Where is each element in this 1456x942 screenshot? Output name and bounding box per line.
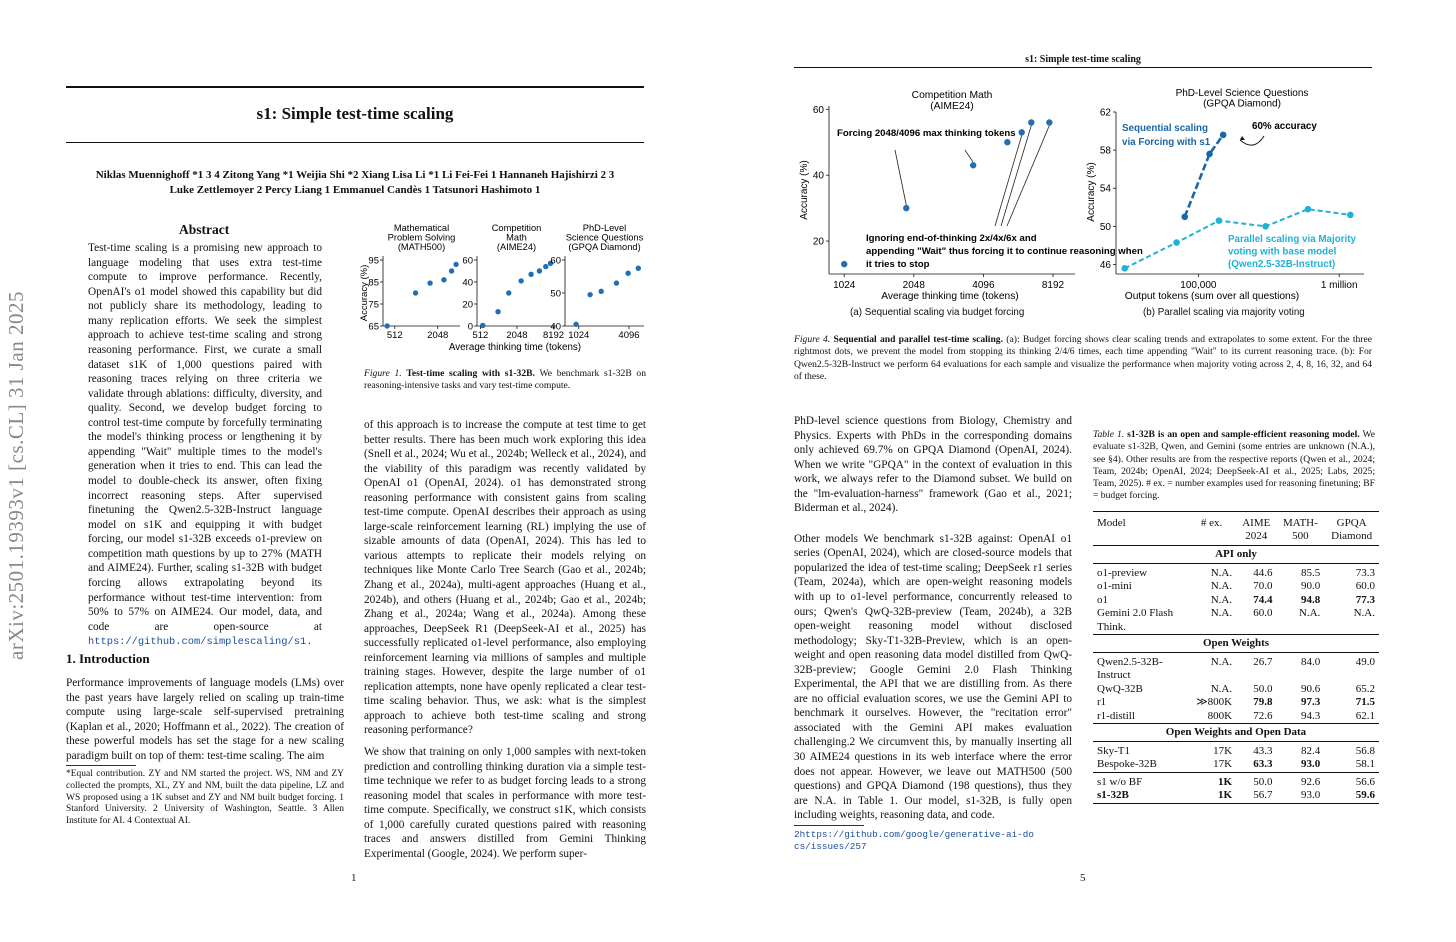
fig4b-series-label: Parallel scaling via Majority	[1228, 234, 1356, 245]
fig4b-y-tick-label: 62	[1099, 107, 1111, 119]
fig1-data-point	[528, 272, 533, 277]
abstract-block	[88, 241, 322, 650]
fig1-y-tick-label: 40	[462, 277, 473, 289]
fig4a-annotation-line	[1007, 125, 1049, 226]
fig4b-x-tick-label: 1 million	[1320, 280, 1358, 291]
table-cell: 1K	[1218, 775, 1233, 788]
right-footnote-rule	[794, 825, 864, 826]
fig4b-data-point	[1347, 212, 1354, 219]
table-section-title: API only	[1093, 546, 1379, 564]
fig4a-annotation-line	[995, 135, 1022, 226]
fig4a-annotation-2: Ignoring end-of-thinking 2x/4x/6x and	[866, 233, 1037, 244]
fig4a-subcaption: (a) Sequential scaling via budget forcing	[850, 307, 1025, 318]
table-cell: 97.3	[1301, 696, 1321, 708]
fig1-panel-title: Mathematical	[393, 223, 450, 233]
fig4a-data-point	[1046, 119, 1052, 125]
table-cell: N.A.	[1298, 607, 1321, 619]
table-cell: 79.8	[1253, 696, 1273, 708]
table-cell: 56.6	[1355, 775, 1375, 788]
fig4a-x-tick-label: 2048	[902, 280, 925, 291]
table-cell: 49.0	[1355, 655, 1375, 668]
fig4b-data-point	[1206, 151, 1213, 158]
table-header-row	[1093, 512, 1379, 546]
fig4b-data-point	[1305, 206, 1312, 213]
table-row	[1093, 710, 1379, 724]
fig1-x-tick-label: 8192	[542, 330, 565, 341]
fig4b-data-point	[1173, 239, 1180, 246]
fig1-y-tick-label: 50	[550, 288, 561, 300]
table-header-cell: AIME 2024	[1242, 517, 1271, 542]
right-col1-paragraph-1: PhD-level science questions from Biology, Chemistry and Physics. Experts with PhDs in the corresponding domains only achieved 69.7% on GPQA Diamond (OpenAI, 2024). When we write "GPQA" in the context of evaluation in this work, we always refer to the Diamond subset. We build on the "lm-evaluation-harness" framework (Gao et al., 2021; Biderman et al., 2024).	[794, 415, 1072, 515]
table-row	[1093, 789, 1379, 803]
table-cell: 60.0	[1253, 607, 1273, 619]
fig4b-data-point	[1262, 223, 1269, 230]
fig1-data-point	[506, 290, 511, 295]
abstract-text: Test-time scaling is a promising new approach to language modeling that uses extra test-time compute to improve performance. Recently, OpenAI's o1 model showed this capability but did not publicly share its methodology, leading to many replication efforts. We seek the simplest approach to achieve test-time scaling and strong reasoning performance. First, we curate a small dataset s1K of 1,000 questions paired with reasoning traces relying on three criteria we validate through ablations: difficulty, diversity, and quality. Second, we develop budget forcing to control test-time compute by forcefully terminating the model's thinking process or lengthening it by appending "Wait" multiple times to the model's generation when it tries to end. This can lead the model to double-check its answer, often fixing incorrect reasoning steps. After supervised finetuning the Qwen2.5-32B-Instruct language model on s1K and equipping it with budget forcing, our model s1-32B exceeds o1-preview on competition math questions by up to 27% (MATH and AIME24). Further, scaling s1-32B with budget forcing allows extrapolating beyond its performance without test-time intervention: from 50% to 57% on AIME24. Our model, data, and code are open-source at	[88, 242, 322, 633]
fig4b-title: PhD-Level Science Questions	[1175, 88, 1309, 99]
fig4b-y-tick-label: 54	[1099, 183, 1111, 195]
table-cell: 17K	[1213, 744, 1233, 757]
fig1-y-tick-label: 95	[368, 255, 379, 267]
fig1-data-point	[573, 322, 578, 327]
col2-block	[364, 418, 646, 861]
fig1-data-point	[587, 292, 592, 297]
paper-title: s1: Simple test-time scaling	[256, 104, 454, 123]
fig1-y-tick-label: 60	[550, 255, 561, 267]
figure-4-caption	[794, 334, 1372, 383]
fig4a-y-tick-label: 20	[812, 236, 824, 248]
intro-heading: 1. Introduction	[66, 651, 150, 666]
fig1-data-point	[537, 268, 542, 273]
fig1-panel-title: (AIME24)	[496, 242, 537, 252]
fig4a-data-point	[1004, 139, 1010, 145]
fig1-data-point	[441, 277, 446, 282]
fig4a-title: (AIME24)	[930, 101, 974, 112]
fig4b-series-label: voting with base model	[1228, 246, 1337, 258]
fig4a-annotation-line	[965, 150, 973, 162]
intro-block	[66, 676, 344, 763]
table-cell: 62.1	[1355, 709, 1375, 722]
fig4a-annotation-2: it tries to stop	[866, 259, 930, 270]
abstract-link[interactable]: https://github.com/simplescaling/s1.	[88, 636, 313, 649]
fig4a-title: Competition Math	[911, 90, 993, 101]
table-cell: 82.4	[1301, 744, 1321, 757]
fig4a-y-axis-label: Accuracy (%)	[799, 160, 810, 220]
table-row	[1093, 652, 1379, 683]
table-header-cell: Model	[1097, 517, 1126, 529]
fig1-panel-title: (MATH500)	[397, 242, 446, 252]
title-rule-top	[66, 86, 644, 88]
fig4a-y-tick-label: 60	[812, 104, 824, 116]
table1-caption-bold: s1-32B is an open and sample-efficient reasoning model.	[1127, 429, 1360, 440]
table-section-title: Open Weights and Open Data	[1093, 724, 1379, 742]
table-cell: 93.0	[1301, 789, 1321, 801]
footnote-text: *Equal contribution. ZY and NM started the project. WS, NM and ZY collected the prompts, XL, ZY and NM, built the data pipeline, LZ and WS proposed using a 1K subset and ZY and NM built budget forcing. 1 Stanford University. 2 University of Washington, Seattle. 3 Allen Institute for AI. 4 Contextual AI.	[66, 769, 344, 827]
intro-text: Performance improvements of language models (LMs) over the past years have largely relied on scaling up train-time compute using large-scale self-supervised pretraining (Kaplan et al., 2020; Hoffmann et al., 2022). The creation of these powerful models has set the stage for a new scaling paradigm built on top of them: test-time scaling. The aim	[66, 677, 344, 762]
fig4a-annotation-1: Forcing 2048/4096 max thinking tokens	[837, 128, 1016, 139]
table-cell: o1-mini	[1097, 580, 1132, 592]
table-cell: 94.3	[1301, 709, 1321, 722]
table-cell: 94.8	[1301, 593, 1321, 606]
fig1-panel-title: PhD-Level	[582, 223, 627, 233]
fig4b-annotation-arrowhead	[1240, 136, 1245, 140]
fig1-x-axis-label: Average thinking time (tokens)	[448, 342, 582, 353]
fig4a-data-point	[1028, 119, 1034, 125]
table-cell: N.A.	[1210, 655, 1233, 668]
table-row	[1093, 594, 1379, 608]
abstract-heading: Abstract	[179, 222, 230, 237]
fig1-data-point	[480, 323, 485, 328]
fig1-data-point	[598, 289, 603, 294]
fig1-x-tick-label: 4096	[618, 330, 640, 341]
table-cell: 84.0	[1301, 655, 1321, 668]
table-cell: 92.6	[1301, 775, 1321, 788]
fig4a-x-axis-label: Average thinking time (tokens)	[881, 291, 1019, 302]
fig1-y-tick-label: 65	[368, 321, 379, 333]
table1-caption-rest: We evaluate s1-32B, Qwen, and Gemini (some entries are unknown (N.A.), see §4). Other results are from the respective reports (Qwen et al., 2024; Team, 2024b; OpenAI, 2024; DeepSeek-AI et al., 2025; Labs, 2025; Team, 2025). # ex. = number examples used for reasoning finetuning; BF = budget forcing.	[1093, 429, 1375, 502]
fig1-x-tick-label: 512	[386, 330, 403, 341]
fig1-y-tick-label: 40	[550, 321, 561, 333]
table-cell: ≫800K	[1196, 696, 1233, 708]
fig4b-data-point	[1216, 217, 1223, 224]
authors-line-1: Niklas Muennighoff *1 3 4 Zitong Yang *1 Weijia Shi *2 Xiang Lisa Li *1 Li Fei-Fei 1 Hannaneh Hajishirzi 2 3	[95, 169, 615, 181]
right-col1-block	[794, 414, 1072, 823]
figure-1-caption	[364, 368, 646, 393]
fig4a-data-point	[1019, 129, 1025, 135]
table-cell: Qwen2.5-32B-Instruct	[1097, 655, 1163, 681]
table-cell: 77.3	[1355, 593, 1375, 606]
fig1-data-point	[427, 280, 432, 285]
table-cell: 17K	[1213, 758, 1233, 770]
table-cell: o1-preview	[1097, 566, 1148, 579]
fig1-data-point	[384, 323, 389, 328]
table1-caption-label: Table 1.	[1093, 429, 1125, 440]
table-cell: 65.2	[1355, 682, 1375, 695]
fig1-y-axis-label: Accuracy (%)	[359, 264, 370, 322]
table-cell: N.A.	[1210, 682, 1233, 695]
col2-paragraph-1: of this approach is to increase the compute at test time to get better results. There has been much work exploring this idea (Snell et al., 2024; Wu et al., 2024b; Welleck et al., 2024), and the viability of this paradigm was recently validated by OpenAI o1 (OpenAI, 2024). o1 has demonstrated strong reasoning performance with consistent gains from scaling test-time compute. OpenAI describes their approach as using large-scale reinforcement learning (RL) implying the use of sizable amounts of data (OpenAI, 2024). This has led to various attempts to replicate their models relying on techniques like Monte Carlo Tree Search (Gao et al., 2024b; Zhang et al., 2024a), multi-agent approaches (Huang et al., 2024b), and others (Huang et al., 2024b; Gao et al., 2024b; Zhang et al., 2024a; Wang et al., 2024a). Among these approaches, DeepSeek R1 (DeepSeek-AI et al., 2025) has successfully replicated o1-level performance, also employing reinforcement learning via millions of samples and multiple training stages. However, despite the large number of o1 replication attempts, none have openly replicated a clear test-time scaling behavior. Thus, we ask: what is the simplest approach to achieve both test-time scaling and strong reasoning performance?	[364, 419, 646, 737]
table-cell: QwQ-32B	[1097, 682, 1143, 695]
table-cell: 56.7	[1253, 789, 1273, 801]
table-cell: 26.7	[1253, 655, 1273, 668]
fig1-data-point	[625, 271, 630, 276]
table-row	[1093, 563, 1379, 580]
fig4b-annotation-arrow	[1240, 136, 1264, 145]
fig1-x-tick-label: 2048	[427, 330, 449, 341]
table-cell: N.A.	[1353, 607, 1375, 619]
fig1-data-point	[636, 266, 641, 271]
fig1-x-tick-label: 2048	[506, 330, 528, 341]
fig1-data-point	[614, 280, 619, 285]
fig1-panel-title: Competition	[491, 223, 542, 233]
fig4a-x-tick-label: 8192	[1041, 280, 1065, 291]
table-row	[1093, 683, 1379, 697]
table-cell: 50.0	[1253, 775, 1273, 788]
fig4b-x-axis-label: Output tokens (sum over all questions)	[1124, 291, 1300, 302]
table-row	[1093, 696, 1379, 710]
page-number-left: 1	[351, 872, 357, 884]
table-header-cell: MATH- 500	[1282, 517, 1318, 542]
fig1-y-tick-label: 20	[462, 299, 473, 311]
fig1-data-point	[449, 268, 454, 273]
fig1-panel-title: Math	[506, 232, 527, 243]
table-cell: 73.3	[1355, 566, 1375, 579]
col2-paragraph-2: We show that training on only 1,000 samples with next-token prediction and controlling thinking duration via a simple test-time technique we refer to as budget forcing leads to a strong reasoning model that scales in performance with more test-time compute. Specifically, we construct s1K, which consists of 1,000 carefully curated questions paired with reasoning traces and answers distilled from Gemini Thinking Experimental (Google, 2024). We perform super-	[364, 746, 646, 860]
author-list	[60, 168, 650, 198]
fig4b-series-label: (Qwen2.5-32B-Instruct)	[1228, 259, 1336, 270]
table-cell: 71.5	[1355, 696, 1375, 708]
arxiv-stamp: arXiv:2501.19393v1 [cs.CL] 31 Jan 2025	[4, 291, 28, 660]
table-1	[1093, 511, 1379, 804]
fig4a-x-tick-label: 1024	[833, 280, 856, 291]
table-cell: 43.3	[1253, 744, 1273, 757]
fig4b-y-tick-label: 58	[1099, 145, 1111, 157]
fig1-data-point	[543, 264, 548, 269]
table-cell: 90.0	[1301, 580, 1321, 592]
table-cell: 85.5	[1301, 566, 1321, 579]
fig4b-y-tick-label: 46	[1099, 259, 1111, 271]
table-cell: 800K	[1207, 709, 1233, 722]
fig4a-data-point	[841, 261, 847, 267]
table-cell: N.A.	[1210, 566, 1233, 579]
table-cell: Sky-T1	[1097, 744, 1130, 757]
table-cell: 63.3	[1253, 758, 1273, 770]
table-cell: 1K	[1218, 789, 1233, 801]
fig4b-title: (GPQA Diamond)	[1203, 98, 1281, 110]
fig4b-series-label: via Forcing with s1	[1122, 137, 1211, 148]
fig4b-annotation: 60% accuracy	[1252, 121, 1317, 132]
fig4-caption-rest: (a): Budget forcing shows clear scaling trends and extrapolates to some extent. For the three rightmost dots, we prevent the model from stopping its thinking 2/4/6 times, each time appending "Wait" to its current reasoning trace. (b): For Qwen2.5-32B-Instruct we perform 64 evaluations for each sample and visualize the performance when majority voting across 2, 4, 8, 16, 32, and 64 of these.	[794, 334, 1372, 382]
footnote-rule	[66, 765, 136, 766]
header-rule	[794, 67, 1372, 68]
fig1-y-tick-label: 0	[467, 321, 473, 333]
title-rule-bottom	[66, 142, 644, 143]
figure-1	[360, 218, 650, 356]
fig1-panel-title: Science Questions	[565, 232, 644, 243]
fig4a-annotation-2: appending "Wait" thus forcing it to continue reasoning when	[866, 246, 1143, 257]
fig4b-y-tick-label: 50	[1099, 221, 1111, 233]
fig1-panel-title: Problem Solving	[387, 232, 456, 243]
right-footnote[interactable]: 2https://github.com/google/generative-ai-docs/issues/257	[794, 829, 1034, 852]
fig1-caption-label: Figure 1.	[364, 368, 402, 379]
table-cell: 90.6	[1301, 682, 1321, 695]
footnote-block	[66, 769, 344, 828]
fig1-y-tick-label: 60	[462, 255, 473, 267]
fig4a-data-point	[903, 205, 909, 211]
table-cell: N.A.	[1210, 607, 1233, 619]
fig4b-series-label: Sequential scaling	[1122, 123, 1209, 134]
table-row	[1093, 776, 1379, 790]
fig1-x-tick-label: 512	[472, 330, 489, 341]
fig1-panel-title: (GPQA Diamond)	[568, 242, 641, 252]
table-row	[1093, 758, 1379, 772]
fig1-caption-bold: Test-time scaling with s1-32B.	[406, 368, 535, 379]
fig4-caption-bold: Sequential and parallel test-time scaling.	[833, 334, 1004, 345]
fig4b-x-tick-label: 100,000	[1180, 280, 1217, 291]
table-cell: N.A.	[1210, 580, 1233, 592]
table-cell: 50.0	[1253, 682, 1273, 695]
table-cell: N.A.	[1210, 593, 1233, 606]
table-cell: 58.1	[1355, 758, 1375, 770]
fig1-data-point	[453, 262, 458, 267]
right-col1-paragraph-2: Other models We benchmark s1-32B against: OpenAI o1 series (OpenAI, 2024), which are closed-source models that popularized the idea of test-time scaling; DeepSeek r1 series (Team, 2024a), which are open-weight reasoning models with up to o1-level performance, concurrently released to ours; Qwen's QwQ-32B-preview (Team, 2024b), a 32B open-weight reasoning model without disclosed methodology; Sky-T1-32B-Preview, which is an open-weight and open reasoning data model distilled from QwQ-32B-preview; Google Gemini 2.0 Flash Thinking Experimental, the API that we are distilling from. As there are no official evaluation scores, we use the Gemini API to benchmark it ourselves. However, the "recitation error" associated with the Gemini API makes evaluation challenging.2 We circumvent this, by manually inserting all 30 AIME24 questions in its web interface where the error does not appear. However, we leave out MATH500 (500 questions) and GPQA Diamond (198 questions), thus they are N.A. in Table 1. Our model, s1-32B, is fully open including weights, reasoning data, and code.	[794, 532, 1072, 822]
table-cell: 56.8	[1355, 744, 1375, 757]
table-cell: s1-32B	[1097, 789, 1129, 801]
table-cell: o1	[1097, 593, 1108, 606]
fig1-x-tick-label: 1024	[568, 330, 590, 341]
table-header-cell: GPQA Diamond	[1331, 517, 1373, 542]
fig1-data-point	[495, 309, 500, 314]
table-cell: 59.6	[1355, 789, 1375, 801]
running-header: s1: Simple test-time scaling	[1025, 54, 1141, 65]
fig1-data-point	[413, 290, 418, 295]
table-header-cell: # ex.	[1200, 517, 1223, 529]
fig4b-y-axis-label: Accuracy (%)	[1086, 162, 1097, 222]
table-section-title: Open Weights	[1093, 635, 1379, 653]
table-cell: 44.6	[1253, 566, 1273, 579]
fig4b-data-point	[1181, 214, 1188, 221]
fig4-caption-label: Figure 4.	[794, 334, 831, 345]
table-cell: 74.4	[1253, 593, 1273, 606]
authors-line-2: Luke Zettlemoyer 2 Percy Liang 1 Emmanuel Candès 1 Tatsunori Hashimoto 1	[169, 184, 541, 196]
fig1-y-tick-label: 75	[368, 299, 379, 311]
fig1-caption-rest: We benchmark s1-32B on reasoning-intensive tasks and vary test-time compute.	[364, 368, 646, 392]
table-cell: 72.6	[1253, 709, 1273, 722]
fig4b-subcaption: (b) Parallel scaling via majority voting	[1143, 307, 1305, 318]
table-cell: 93.0	[1301, 758, 1321, 770]
table-cell: s1 w/o BF	[1097, 775, 1143, 788]
fig4b-data-point	[1121, 265, 1128, 272]
table-row	[1093, 607, 1379, 635]
fig4b-data-point	[1220, 132, 1227, 139]
figure-4b	[1082, 84, 1374, 306]
table-row	[1093, 580, 1379, 594]
table-row	[1093, 741, 1379, 758]
fig4a-data-point	[970, 162, 976, 168]
page-number-right: 5	[1080, 872, 1086, 884]
table-cell: 70.0	[1253, 580, 1273, 592]
table-cell: r1-distill	[1097, 709, 1135, 722]
table-cell: Bespoke-32B	[1097, 758, 1157, 770]
table-cell: Gemini 2.0 Flash Think.	[1097, 607, 1174, 633]
table-cell: r1	[1097, 696, 1107, 708]
fig1-y-tick-label: 85	[368, 277, 379, 289]
fig1-data-point	[518, 278, 523, 283]
fig4a-y-tick-label: 40	[812, 170, 824, 182]
fig4a-x-tick-label: 4096	[972, 280, 995, 291]
table-cell: 60.0	[1355, 580, 1375, 592]
fig4a-annotation-line	[895, 150, 906, 205]
table-1-caption	[1093, 429, 1375, 503]
